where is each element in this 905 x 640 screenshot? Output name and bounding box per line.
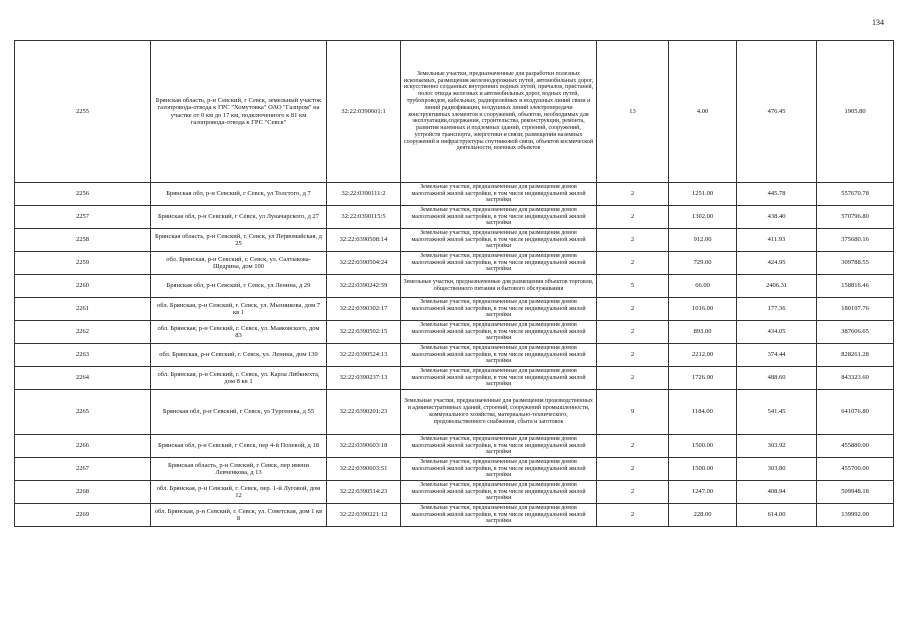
value-cell: 509948.18 (817, 481, 894, 504)
row-id: 2259 (15, 252, 151, 275)
code-cell: 2 (597, 229, 669, 252)
area-cell: 912.00 (669, 229, 737, 252)
value-cell: 139992.00 (817, 504, 894, 527)
cadastral-number-cell: 32:22:0390201:23 (327, 390, 401, 435)
table-row (15, 504, 894, 527)
address-cell: Брянская обл, р-н Севский, г Севск, ул Толстого, д 7 (151, 183, 327, 206)
rate-cell: 614.00 (737, 504, 817, 527)
purpose-cell: Земельные участки, предназначенные для размещения домов малоэтажной жилой застройки, в том числе индивидуальной жилой застройки (401, 183, 597, 206)
row-id: 2260 (15, 275, 151, 298)
code-cell: 2 (597, 481, 669, 504)
address-cell: Брянская обл, р-н Севский, г Севск, ул Тургенева, д 55 (151, 390, 327, 435)
code-cell: 2 (597, 183, 669, 206)
area-cell: 1500.00 (669, 435, 737, 458)
row-id: 2267 (15, 458, 151, 481)
cadastral-number-cell: 32:22:0390603:51 (327, 458, 401, 481)
table-row (15, 275, 894, 298)
table-row (15, 321, 894, 344)
value-cell: 641076.80 (817, 390, 894, 435)
table-row (15, 229, 894, 252)
value-cell: 1905.80 (817, 41, 894, 183)
cadastral-number-cell: 32:22:0390237:13 (327, 367, 401, 390)
purpose-cell: Земельные участки, предназначенные для размещения домов малоэтажной жилой застройки, в том числе индивидуальной жилой застройки (401, 298, 597, 321)
area-cell: 228.00 (669, 504, 737, 527)
rate-cell: 476.45 (737, 41, 817, 183)
value-cell: 309788.55 (817, 252, 894, 275)
address-cell: Брянская обл, р-н Севский, г Севск, ул Луначарского, д 27 (151, 206, 327, 229)
code-cell: 13 (597, 41, 669, 183)
purpose-cell: Земельные участки, предназначенные для разработки полезных ископаемых, размещения железнодорожных путей, автомобильных дорог, искусственно созданных внутренних водных путей, причалов, пристаней, полос отвода железных и автомобильных дорог, водных путей, трубопроводов, кабельных, радиорелейных и воздушных линий связи и линий радиофикации, воздушных линий электропередачи конструктивных элементов и сооружений, объектов, необходимых для эксплуатации,содержания, строительства, реконструкции, ремонта, развития наземных и подземных зданий, строений, сооружений, устройств транспорта, энергетики и связи; размещения наземных сооружений и инфраструктуры спутниковой связи, объектов космической деятельности, военных объектов (401, 41, 597, 183)
rate-cell: 434.05 (737, 321, 817, 344)
address-cell: обл. Брянская, р-н Севский, г. Севск, пер. 1-й Луговой, дом 12 (151, 481, 327, 504)
code-cell: 2 (597, 206, 669, 229)
purpose-cell: Земельные участки, предназначенные для размещения домов малоэтажной жилой застройки, в том числе индивидуальной жилой застройки (401, 481, 597, 504)
purpose-cell: Земельные участки, предназначенные для размещения домов малоэтажной жилой застройки, в том числе индивидуальной жилой застройки (401, 321, 597, 344)
cadastral-number-cell: 32:22:0390601:1 (327, 41, 401, 183)
cadastral-number-cell: 32:22:0390242:59 (327, 275, 401, 298)
value-cell: 570796.80 (817, 206, 894, 229)
code-cell: 2 (597, 458, 669, 481)
row-id: 2265 (15, 390, 151, 435)
purpose-cell: Земельные участки, предназначенные для размещения домов малоэтажной жилой застройки, в том числе индивидуальной жилой застройки (401, 206, 597, 229)
area-cell: 893.00 (669, 321, 737, 344)
value-cell: 455880.00 (817, 435, 894, 458)
table-row (15, 298, 894, 321)
purpose-cell: Земельные участки, предназначенные для размещения домов малоэтажной жилой застройки, в том числе индивидуальной жилой застройки (401, 252, 597, 275)
address-cell: Брянская обл, р-н Севский, г Севск, пер 4-й Полевой, д 18 (151, 435, 327, 458)
code-cell: 2 (597, 344, 669, 367)
address-cell: Брянская обл, р-н Севский, г Севск, ул Ленина, д 29 (151, 275, 327, 298)
table-row (15, 390, 894, 435)
rate-cell: 374.44 (737, 344, 817, 367)
cadastral-number-cell: 32:22:0390514:23 (327, 481, 401, 504)
code-cell: 2 (597, 435, 669, 458)
row-id: 2255 (15, 41, 151, 183)
row-id: 2257 (15, 206, 151, 229)
row-id: 2262 (15, 321, 151, 344)
row-id: 2258 (15, 229, 151, 252)
area-cell: 1726.00 (669, 367, 737, 390)
table-row (15, 435, 894, 458)
row-id: 2269 (15, 504, 151, 527)
area-cell: 1247.00 (669, 481, 737, 504)
code-cell: 9 (597, 390, 669, 435)
cadastral-table (14, 40, 894, 527)
rate-cell: 445.78 (737, 183, 817, 206)
table-row (15, 183, 894, 206)
code-cell: 2 (597, 298, 669, 321)
rate-cell: 177.36 (737, 298, 817, 321)
rate-cell: 424.95 (737, 252, 817, 275)
address-cell: обл. Брянская, р-н Севский, г. Севск, ул. Мызникова, дом 7 кв 1 (151, 298, 327, 321)
area-cell: 729.00 (669, 252, 737, 275)
cadastral-number-cell: 32:22:0390115:5 (327, 206, 401, 229)
row-id: 2256 (15, 183, 151, 206)
value-cell: 387606.65 (817, 321, 894, 344)
area-cell: 1184.00 (669, 390, 737, 435)
cadastral-number-cell: 32:22:0390502:15 (327, 321, 401, 344)
code-cell: 2 (597, 367, 669, 390)
purpose-cell: Земельные участки, предназначенные для размещения домов малоэтажной жилой застройки, в том числе индивидуальной жилой застройки (401, 344, 597, 367)
address-cell: обл. Брянская, р-н Севский, г. Севск, ул. Карла Либкнехта, дом 8 кв 1 (151, 367, 327, 390)
area-cell: 2212.00 (669, 344, 737, 367)
table-row (15, 344, 894, 367)
page-number: 134 (872, 18, 884, 27)
code-cell: 2 (597, 504, 669, 527)
row-id: 2261 (15, 298, 151, 321)
address-cell: обл. Брянская, р-н Севский, г. Севск, ул. Ленина, дом 139 (151, 344, 327, 367)
rate-cell: 303.80 (737, 458, 817, 481)
table-row (15, 41, 894, 183)
rate-cell: 408.94 (737, 481, 817, 504)
cadastral-number-cell: 32:22:0390221:12 (327, 504, 401, 527)
value-cell: 158816.46 (817, 275, 894, 298)
row-id: 2263 (15, 344, 151, 367)
area-cell: 4.00 (669, 41, 737, 183)
area-cell: 1016.00 (669, 298, 737, 321)
code-cell: 2 (597, 252, 669, 275)
cadastral-number-cell: 32:22:0390508:14 (327, 229, 401, 252)
code-cell: 5 (597, 275, 669, 298)
address-cell: обл. Брянская, р-н Севский, г. Севск, ул. Советская, дом 1 кв 8 (151, 504, 327, 527)
area-cell: 1500.00 (669, 458, 737, 481)
cadastral-number-cell: 32:22:0390603:18 (327, 435, 401, 458)
row-id: 2266 (15, 435, 151, 458)
rate-cell: 488.60 (737, 367, 817, 390)
area-cell: 66.00 (669, 275, 737, 298)
purpose-cell: Земельные участки, предназначенные для размещения объектов торговли, общественного питания и бытового обслуживания (401, 275, 597, 298)
purpose-cell: Земельные участки, предназначенные для размещения домов малоэтажной жилой застройки, в том числе индивидуальной жилой застройки (401, 229, 597, 252)
table-row (15, 458, 894, 481)
rate-cell: 541.45 (737, 390, 817, 435)
value-cell: 843323.60 (817, 367, 894, 390)
address-cell: обл. Брянская, р-н Севский, г. Севск, ул. Салтыкова-Щедрина, дом 100 (151, 252, 327, 275)
table-row (15, 206, 894, 229)
address-cell: обл. Брянская, р-н Севский, г. Севск, ул. Маяковского, дом 83 (151, 321, 327, 344)
table-row (15, 481, 894, 504)
cadastral-number-cell: 32:22:0390504:24 (327, 252, 401, 275)
rate-cell: 411.93 (737, 229, 817, 252)
rate-cell: 438.40 (737, 206, 817, 229)
area-cell: 1302.00 (669, 206, 737, 229)
code-cell: 2 (597, 321, 669, 344)
area-cell: 1251.00 (669, 183, 737, 206)
value-cell: 557670.78 (817, 183, 894, 206)
purpose-cell: Земельные участки, предназначенные для размещения домов малоэтажной жилой застройки, в том числе индивидуальной жилой застройки (401, 367, 597, 390)
value-cell: 375680.16 (817, 229, 894, 252)
row-id: 2268 (15, 481, 151, 504)
rate-cell: 303.92 (737, 435, 817, 458)
value-cell: 455700.00 (817, 458, 894, 481)
value-cell: 180197.76 (817, 298, 894, 321)
table-row (15, 367, 894, 390)
address-cell: Брянская область, р-н Севский, г Севск, пер имени Левченкова, д 13 (151, 458, 327, 481)
purpose-cell: Земельные участки, предназначенные для размещения домов малоэтажной жилой застройки, в том числе индивидуальной жилой застройки (401, 435, 597, 458)
purpose-cell: Земельные участки, предназначенные для размещения домов малоэтажной жилой застройки, в том числе индивидуальной жилой застройки (401, 458, 597, 481)
address-cell: Брянская область, р-н Севский, г. Севск, ул Первомайская, д 25 (151, 229, 327, 252)
cadastral-number-cell: 32:22:0390524:13 (327, 344, 401, 367)
cadastral-number-cell: 32:22:0390302:17 (327, 298, 401, 321)
value-cell: 828261.28 (817, 344, 894, 367)
rate-cell: 2406.31 (737, 275, 817, 298)
table-row (15, 252, 894, 275)
purpose-cell: Земельные участки, предназначенные для размещения домов малоэтажной жилой застройки, в том числе индивидуальной жилой застройки (401, 504, 597, 527)
address-cell: Брянская область, р-н Севский, г Севск, земельный участок газопровода-отвода к ГРС "Хомутовка" ОАО "Газпром" на участке от 0 км до 17 км, подключенного к 81 км газопровода-отвода к ГРС "Севск" (151, 41, 327, 183)
purpose-cell: Земельные участки, предназначенные для размещения производственных и административных зданий, строений, сооружений промышленности, коммунального хозяйства, материально-технического, продовольственного снабжения, сбыта и заготовок (401, 390, 597, 435)
row-id: 2264 (15, 367, 151, 390)
cadastral-number-cell: 32:22:0390111:2 (327, 183, 401, 206)
